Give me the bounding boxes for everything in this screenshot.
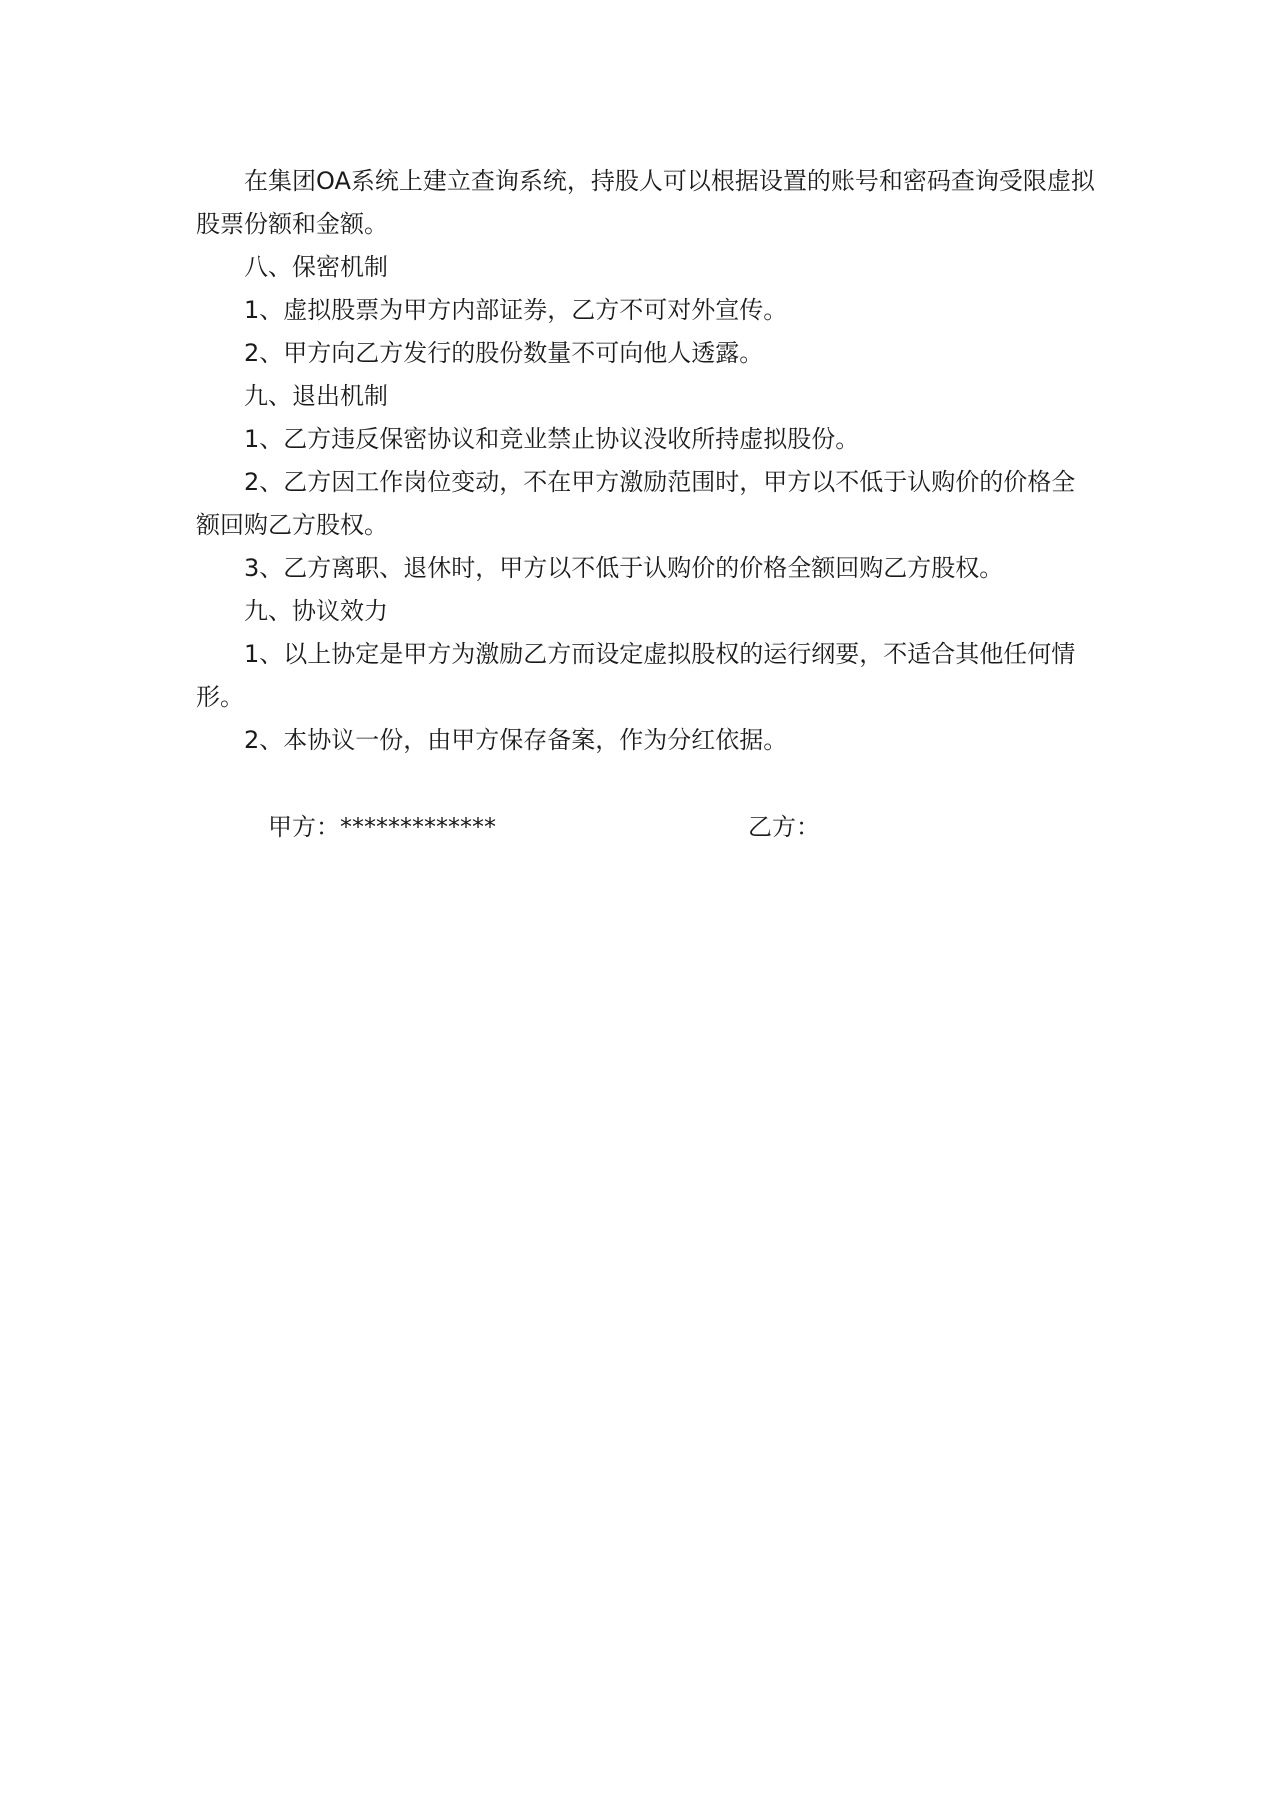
heading-confidentiality: 八、保密机制 (244, 253, 388, 281)
paragraph-exit-3: 3、乙方离职、退休时，甲方以不低于认购价的价格全额回购乙方股权。 (244, 554, 1004, 582)
paragraph-effect-1: 1、以上协定是甲方为激励乙方而设定虚拟股权的运行纲要，不适合其他任何情形。 (196, 640, 1076, 711)
party-a-signature: 甲方：************* (268, 813, 496, 841)
party-b-signature: 乙方： (748, 813, 820, 841)
paragraph-confidentiality-1: 1、虚拟股票为甲方内部证券，乙方不可对外宣传。 (244, 296, 788, 324)
paragraph-exit-2: 2、乙方因工作岗位变动，不在甲方激励范围时，甲方以不低于认购价的价格全额回购乙方股权。 (196, 468, 1076, 539)
heading-agreement-effect: 九、协议效力 (244, 597, 388, 625)
document-body (196, 160, 1096, 762)
paragraph-exit-1: 1、乙方违反保密协议和竞业禁止协议没收所持虚拟股份。 (244, 425, 860, 453)
paragraph-effect-2: 2、本协议一份，由甲方保存备案，作为分红依据。 (244, 726, 788, 754)
paragraph-confidentiality-2: 2、甲方向乙方发行的股份数量不可向他人透露。 (244, 339, 764, 367)
paragraph-query-system: 在集团OA系统上建立查询系统，持股人可以根据设置的账号和密码查询受限虚拟股票份额和金额。 (196, 167, 1095, 238)
signature-block (0, 806, 1280, 849)
heading-exit-mechanism: 九、退出机制 (244, 382, 388, 410)
